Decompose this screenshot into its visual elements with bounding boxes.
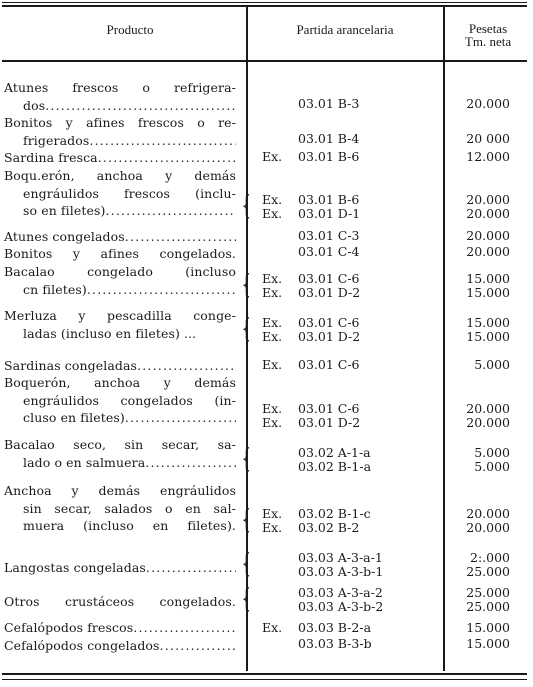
ex-prefix: Ex. (262, 315, 283, 330)
tariff-codes (262, 507, 432, 535)
ex-prefix: Ex. (262, 206, 283, 222)
dot-leader (125, 228, 236, 246)
dot-leader (160, 637, 236, 655)
code-number: 03.01 B-6 (298, 149, 360, 164)
code-number: 03.01 D-2 (298, 285, 361, 301)
header-tariff: Partida arancelaria (296, 22, 394, 37)
price-values (448, 446, 510, 474)
tariff-code (262, 97, 432, 111)
price-value: 20.000 (466, 96, 510, 111)
dot-leader (145, 454, 236, 472)
price-value: 20.000 (466, 244, 510, 259)
ex-prefix (262, 565, 298, 579)
bottom-rule-thick (2, 673, 527, 675)
price-value: 20.000 (466, 228, 510, 243)
price-value: 20 000 (466, 131, 510, 146)
price-values (448, 193, 510, 221)
product-line-text: Cefalópodos frescos (4, 620, 134, 635)
code-number: 03.01 C-4 (298, 244, 360, 259)
price-values (448, 316, 510, 344)
code-number: 03.03 A-3-a-1 (298, 550, 383, 565)
tariff-code (262, 330, 432, 344)
ex-prefix: Ex. (262, 415, 283, 431)
ex-prefix: Ex. (262, 192, 283, 207)
price-value: 20.000 (466, 401, 510, 416)
ex-prefix (262, 132, 298, 146)
product-line: Atunes frescos o refrigera- (4, 80, 236, 95)
price-value: 20.000 (466, 206, 510, 222)
ex-prefix (262, 245, 298, 259)
price-value: 15.000 (466, 285, 510, 301)
product-name (4, 619, 236, 637)
tariff-codes (262, 358, 432, 372)
product-line (4, 637, 236, 655)
price-values (448, 586, 510, 614)
code-number: 03.03 B-2-a (298, 620, 372, 635)
product-line (4, 619, 236, 637)
product-line (4, 228, 236, 246)
dot-leader (105, 202, 236, 220)
code-number: 03.01 D-2 (298, 415, 361, 431)
code-number: 03.01 D-1 (298, 206, 361, 222)
code-number: 03.03 A-3-b-2 (298, 599, 384, 615)
tariff-codes (262, 245, 432, 259)
product-line: engráulidos frescos (inclu- (23, 185, 236, 201)
tariff-code (262, 358, 432, 372)
code-number: 03.01 B-3 (298, 96, 360, 111)
ex-prefix: Ex. (262, 401, 283, 416)
ex-prefix: Ex. (262, 329, 283, 345)
ex-prefix (262, 229, 298, 243)
price-values (448, 97, 510, 111)
tariff-code (262, 586, 432, 600)
product-line-text: lado o en salmuera (23, 454, 146, 470)
code-number: 03.02 A-1-a (298, 445, 371, 460)
price-values (448, 245, 510, 259)
tariff-code (262, 460, 432, 474)
tariff-codes (262, 637, 432, 651)
group-brace: { (241, 314, 251, 344)
price-values (448, 507, 510, 535)
price-value: 5.000 (474, 445, 510, 460)
tariff-codes (262, 586, 432, 614)
group-brace: { (241, 549, 251, 579)
tariff-codes (262, 621, 432, 635)
code-number: 03.01 C-6 (298, 271, 360, 286)
product-name (4, 482, 236, 535)
dot-leader (98, 149, 236, 167)
product-name (4, 263, 236, 298)
price-values (448, 551, 510, 579)
product-line (4, 202, 236, 220)
product-line-text: so en filetes) (23, 203, 106, 219)
tariff-code (262, 207, 432, 221)
header-price-line1: Pesetas (468, 21, 508, 36)
tariff-code (262, 272, 432, 286)
tariff-codes (262, 551, 432, 579)
tariff-codes (262, 229, 432, 243)
price-value: 12.000 (466, 149, 510, 164)
price-value: 25.000 (466, 564, 510, 580)
price-value: 15.000 (466, 271, 510, 286)
price-value: 25.000 (466, 585, 510, 600)
tariff-code (262, 193, 432, 207)
product-name (4, 79, 236, 114)
tariff-code (262, 316, 432, 330)
tariff-codes (262, 132, 432, 146)
product-line: Otros crustáceos congelados. (4, 594, 236, 609)
product-line-text: Sardinas congeladas (4, 358, 138, 373)
code-number: 03.01 B-6 (298, 192, 360, 207)
price-values (448, 132, 510, 146)
bottom-rule (2, 679, 527, 680)
product-line (4, 97, 236, 115)
product-line (4, 149, 236, 167)
product-line: Bonitos y afines congelados. (4, 246, 236, 261)
code-number: 03.01 C-6 (298, 315, 360, 330)
product-line-text: cluso en filetes) (23, 410, 125, 426)
tariff-code (262, 245, 432, 259)
dot-leader (133, 619, 236, 637)
price-values (448, 621, 510, 635)
header-product: Producto (106, 22, 154, 37)
price-value: 15.000 (466, 315, 510, 330)
product-name (4, 357, 236, 375)
tariff-code (262, 551, 432, 565)
tariff-code (262, 521, 432, 535)
group-brace: { (241, 270, 251, 300)
tariff-codes (262, 316, 432, 344)
product-line: sin secar, salados o en sal- (23, 500, 236, 516)
ex-prefix: Ex. (262, 149, 283, 164)
code-number: 03.01 C-6 (298, 357, 360, 372)
price-values (448, 402, 510, 430)
group-brace: { (241, 584, 251, 614)
code-number: 03.03 A-3-a-2 (298, 585, 383, 600)
ex-prefix (262, 600, 298, 614)
price-values (448, 272, 510, 300)
ex-prefix (262, 586, 298, 600)
product-line: engráulidos congelados (in- (23, 392, 236, 408)
price-value: 20.000 (466, 192, 510, 207)
dot-leader (89, 132, 236, 150)
product-name (4, 245, 236, 263)
product-line (4, 281, 236, 299)
product-line (4, 357, 236, 375)
tariff-codes (262, 446, 432, 474)
product-line-text: Atunes congelados (4, 229, 125, 244)
group-brace: { (241, 505, 251, 535)
tariff-codes (262, 97, 432, 111)
code-number: 03.03 B-3-b (298, 636, 372, 651)
code-number: 03.01 B-4 (298, 131, 360, 146)
product-line: Boquerón, anchoa y demás (4, 375, 236, 390)
tariff-code (262, 150, 432, 164)
product-name (4, 593, 236, 611)
product-line-text: cn filetes) (23, 281, 87, 297)
code-number: 03.02 B-2 (298, 520, 360, 536)
tariff-code (262, 286, 432, 300)
price-value: 25.000 (466, 599, 510, 615)
tariff-code (262, 416, 432, 430)
price-value: 2:.000 (470, 550, 510, 565)
product-line-text: Sardina fresca (4, 150, 98, 165)
product-name (4, 228, 236, 246)
tariff-code (262, 637, 432, 651)
dot-leader (137, 357, 236, 375)
dot-leader (125, 409, 236, 427)
tariff-code (262, 507, 432, 521)
code-number: 03.03 A-3-b-1 (298, 564, 384, 580)
code-number: 03.02 B-1-a (298, 459, 372, 475)
dot-leader (146, 559, 236, 577)
product-line: ladas (incluso en filetes) ... (23, 325, 197, 341)
product-name (4, 114, 236, 149)
price-value: 20.000 (466, 506, 510, 521)
product-name (4, 167, 236, 220)
ex-prefix: Ex. (262, 506, 283, 521)
product-line (4, 454, 236, 472)
tariff-codes (262, 272, 432, 300)
product-line: Anchoa y demás engráulidos (4, 483, 236, 498)
dot-leader (87, 281, 236, 299)
ex-prefix (262, 551, 298, 565)
ex-prefix: Ex. (262, 271, 283, 286)
price-value: 15.000 (466, 329, 510, 345)
top-rule (2, 2, 527, 3)
price-value: 20.000 (466, 520, 510, 536)
code-number: 03.01 C-3 (298, 228, 360, 243)
ex-prefix (262, 637, 298, 651)
tariff-codes (262, 402, 432, 430)
dot-leader (45, 97, 236, 115)
tariff-code (262, 402, 432, 416)
product-line: muera (incluso en filetes). (23, 518, 236, 534)
product-line-text: Langostas congeladas (4, 560, 146, 575)
product-name (4, 559, 236, 577)
product-name (4, 149, 236, 167)
price-value: 15.000 (466, 636, 510, 651)
tariff-codes (262, 150, 432, 164)
product-line: Boqu.erón, anchoa y demás (4, 168, 236, 183)
code-number: 03.01 D-2 (298, 329, 361, 345)
product-line-text: Cefalópodos congelados (4, 638, 160, 653)
product-name (4, 637, 236, 655)
tariff-code (262, 229, 432, 243)
ex-prefix: Ex. (262, 520, 283, 536)
price-values (448, 637, 510, 651)
tariff-code (262, 132, 432, 146)
price-values (448, 229, 510, 243)
price-value: 15.000 (466, 620, 510, 635)
ex-prefix (262, 446, 298, 460)
code-number: 03.01 C-6 (298, 401, 360, 416)
ex-prefix: Ex. (262, 285, 283, 301)
tariff-code (262, 446, 432, 460)
price-values (448, 150, 510, 164)
product-line: Bonitos y afines frescos o re- (4, 115, 236, 130)
header-rule (2, 60, 527, 62)
ex-prefix (262, 460, 298, 474)
ex-prefix: Ex. (262, 620, 283, 635)
price-value: 5.000 (474, 357, 510, 372)
code-number: 03.02 B-1-c (298, 506, 371, 521)
tariff-code (262, 621, 432, 635)
product-line (4, 409, 236, 427)
ex-prefix (262, 97, 298, 111)
price-value: 5.000 (474, 459, 510, 475)
column-separator-2 (443, 7, 445, 671)
product-line (4, 559, 236, 577)
price-value: 20.000 (466, 415, 510, 431)
product-line-text: frigerados (23, 132, 90, 148)
product-line: Bacalao seco, sin secar, sa- (4, 437, 236, 452)
product-name (4, 436, 236, 471)
product-line (4, 132, 236, 150)
product-name (4, 374, 236, 427)
top-rule-thick (2, 5, 527, 7)
group-brace: { (241, 444, 251, 474)
tariff-codes (262, 193, 432, 221)
ex-prefix: Ex. (262, 357, 283, 372)
tariff-code (262, 565, 432, 579)
product-line-text: dos (23, 97, 46, 113)
product-line: Bacalao congelado (incluso (4, 264, 236, 279)
group-brace: { (241, 191, 251, 221)
tariff-code (262, 600, 432, 614)
product-line: Merluza y pescadilla conge- (4, 308, 236, 323)
product-name (4, 307, 236, 342)
header-price-line2: Tm. neta (464, 34, 512, 49)
price-values (448, 358, 510, 372)
